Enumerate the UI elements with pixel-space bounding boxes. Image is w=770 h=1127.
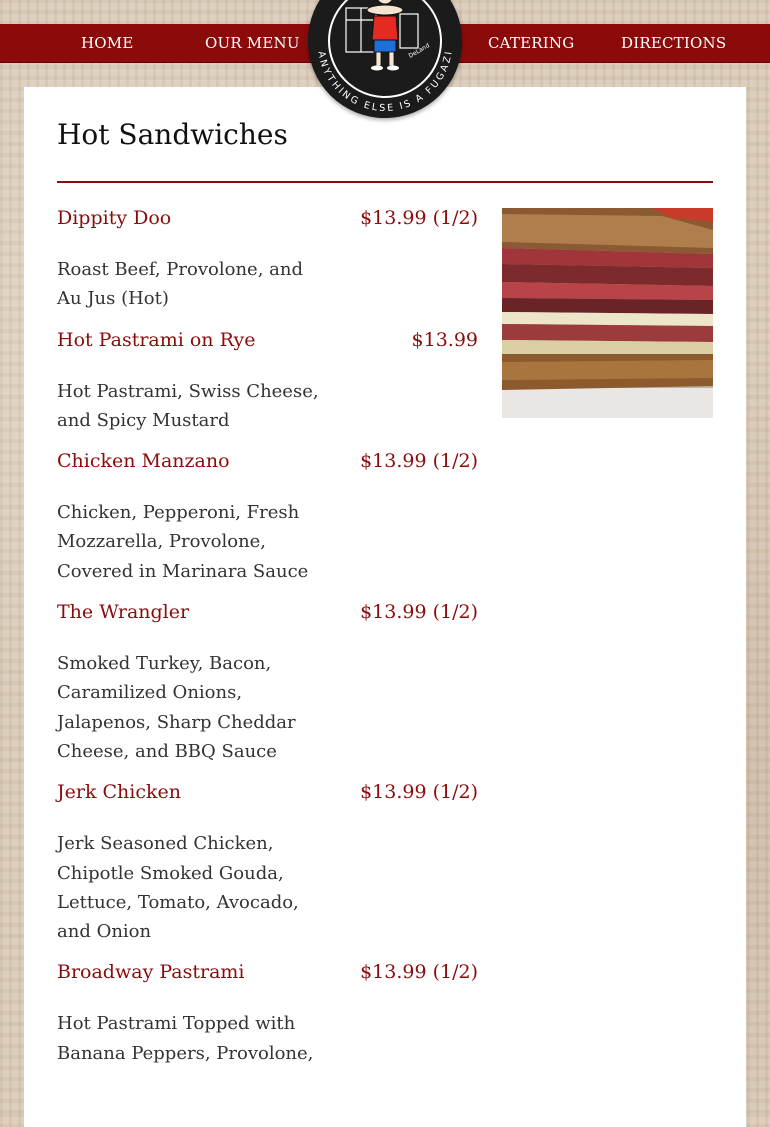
menu-item-description: Smoked Turkey, Bacon, Caramilized Onions, Jalapenos, Sharp Cheddar Cheese, and BBQ Sauce [57, 653, 296, 762]
logo-bottom-text: ANYTHING ELSE IS A FUGAZI [315, 50, 455, 115]
menu-item [57, 946, 478, 1068]
menu-item-name: Chicken Manzano [57, 450, 230, 473]
logo-emblem [308, 0, 462, 118]
menu-item-header [57, 435, 478, 473]
page-title: Hot Sandwiches [57, 118, 288, 151]
logo-badge: DeLand [407, 42, 431, 60]
nav-our-menu-link[interactable]: OUR MENU [205, 34, 300, 52]
menu-item [57, 314, 478, 436]
menu-item-price: $13.99 (1/2) [360, 207, 478, 229]
menu-item-name: The Wrangler [57, 601, 190, 624]
menu-item-header [57, 946, 478, 984]
sandwich-photo [502, 208, 713, 418]
menu-item-description: Chicken, Pepperoni, Fresh Mozzarella, Provolone, Covered in Marinara Sauce [57, 502, 309, 582]
menu-item [57, 766, 478, 946]
menu-item-header [57, 586, 478, 624]
pastrami-sandwich-image [502, 208, 713, 418]
menu-item [57, 192, 478, 314]
menu-list [57, 192, 478, 1068]
menu-item-price: $13.99 (1/2) [360, 961, 478, 984]
menu-item-price: $13.99 (1/2) [360, 781, 478, 804]
nav-catering-link[interactable]: CATERING [488, 34, 575, 52]
menu-item [57, 435, 478, 586]
menu-item-description: Roast Beef, Provolone, and Au Jus (Hot) [57, 259, 303, 310]
restaurant-logo[interactable] [308, 0, 462, 118]
nav-directions-link[interactable]: DIRECTIONS [621, 34, 727, 52]
menu-item-description: Jerk Seasoned Chicken, Chipotle Smoked Gouda, Lettuce, Tomato, Avocado, and Onion [57, 833, 299, 943]
menu-item-name: Broadway Pastrami [57, 961, 245, 984]
menu-item-name: Jerk Chicken [57, 781, 181, 804]
menu-item-name: Dippity Doo [57, 207, 172, 229]
nav-home-link[interactable]: HOME [81, 34, 134, 52]
menu-item-header [57, 192, 478, 229]
menu-item-header [57, 766, 478, 804]
menu-item-price: $13.99 [411, 328, 478, 351]
menu-item-description: Hot Pastrami, Swiss Cheese, and Spicy Mustard [57, 380, 319, 431]
menu-item-description: Hot Pastrami Topped with Banana Peppers, Provolone, [57, 1013, 314, 1064]
menu-item-header [57, 314, 478, 351]
menu-item-price: $13.99 (1/2) [360, 601, 478, 624]
menu-item-name: Hot Pastrami on Rye [57, 328, 256, 351]
menu-item [57, 586, 478, 766]
menu-panel [24, 87, 746, 1127]
menu-item-price: $13.99 (1/2) [360, 450, 478, 473]
title-divider [57, 181, 713, 183]
